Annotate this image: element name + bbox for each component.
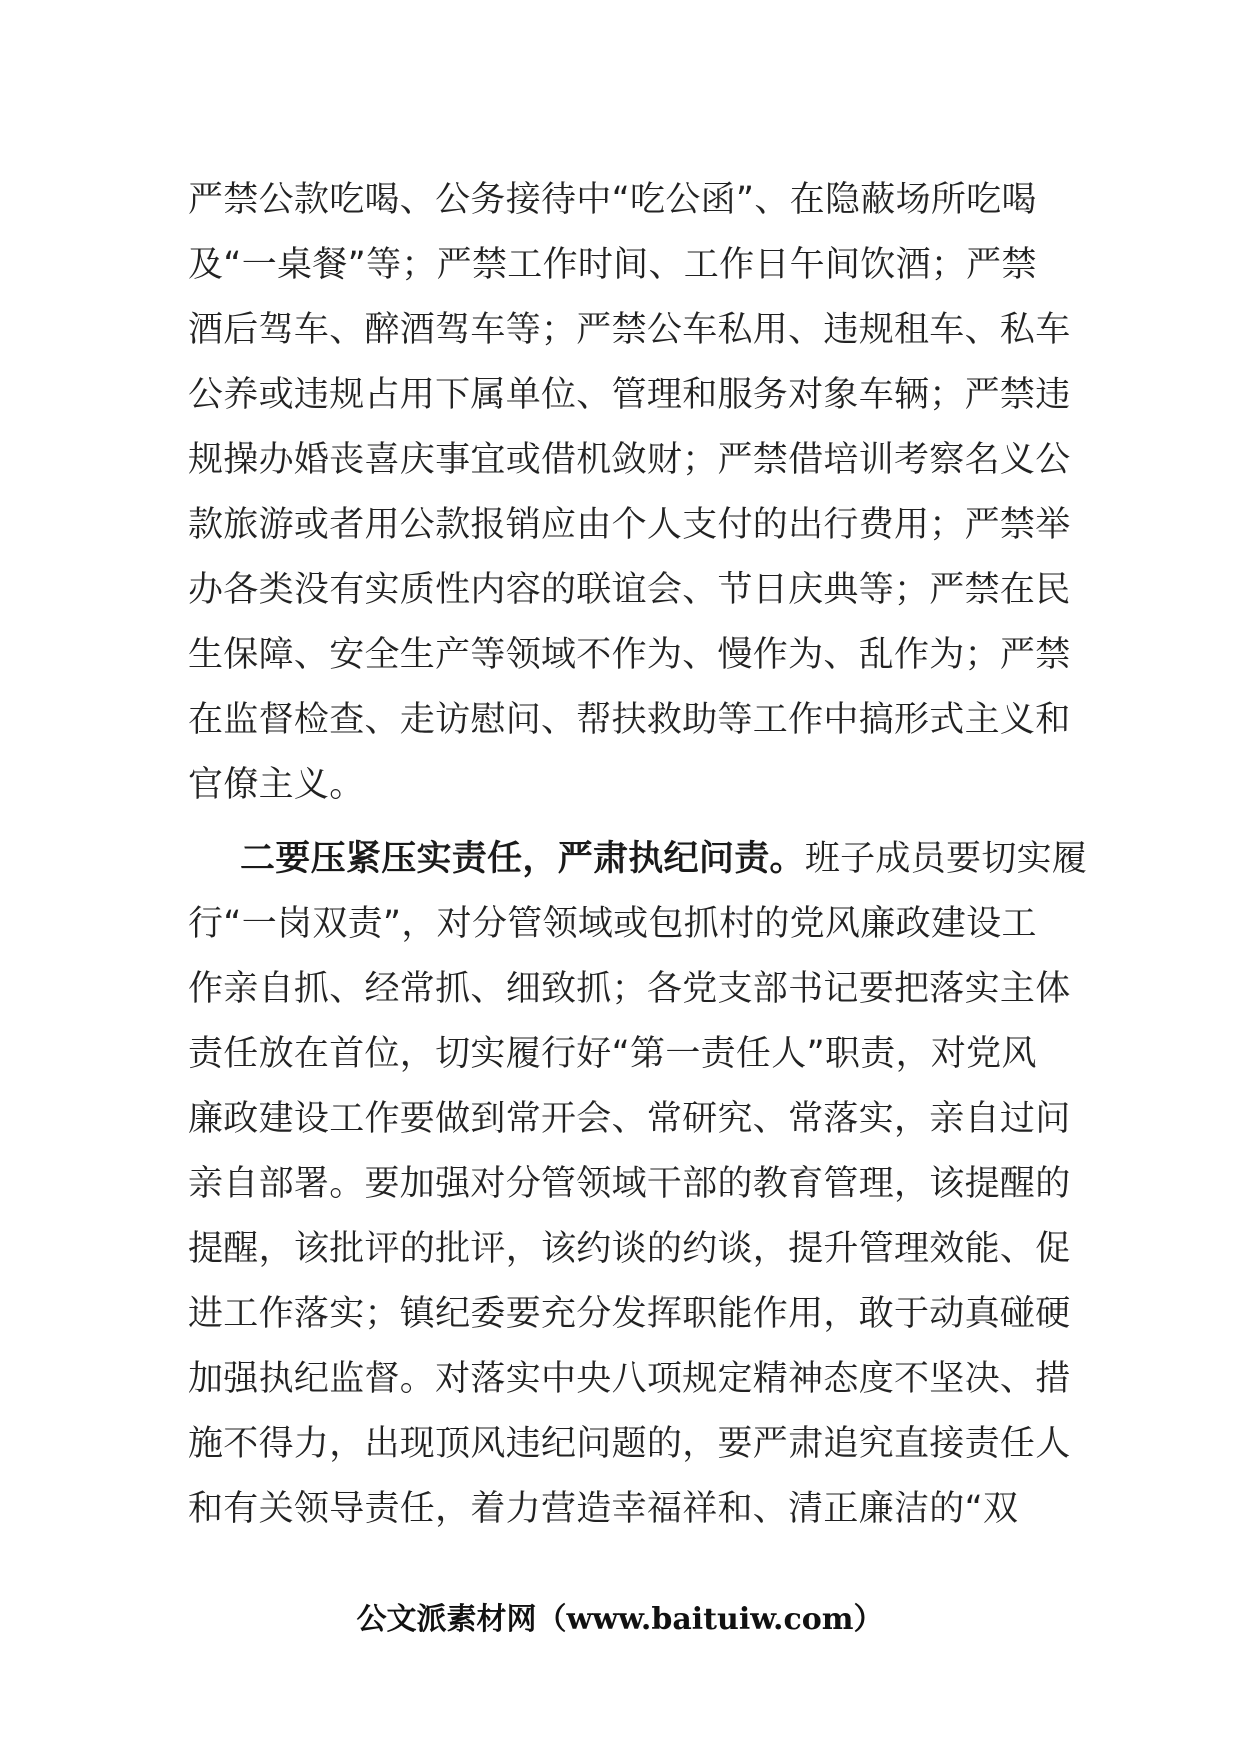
text-line: 规操办婚丧喜庆事宜或借机敛财；严禁借培训考察名义公 xyxy=(188,440,1071,480)
page-footer: 公文派素材网（www.baituiw.com） xyxy=(356,1602,884,1637)
text-line: 办各类没有实质性内容的联谊会、节日庆典等；严禁在民 xyxy=(188,570,1071,610)
text-line: 责任放在首位，切实履行好“第一责任人”职责，对党风 xyxy=(188,1034,1037,1074)
text-line: 在监督检查、走访慰问、帮扶救助等工作中搞形式主义和 xyxy=(188,700,1071,740)
text-line: 加强执纪监督。对落实中央八项规定精神态度不坚决、措 xyxy=(188,1359,1071,1399)
text-line: 和有关领导责任，着力营造幸福祥和、清正廉洁的“双 xyxy=(188,1489,1019,1529)
first-line-text: 班子成员要切实履 xyxy=(804,839,1088,879)
body-text xyxy=(188,168,1088,1542)
paragraph-2-first-line xyxy=(188,827,1088,892)
section-heading: 二要压紧压实责任，严肃执纪问责。 xyxy=(240,839,805,879)
text-line: 廉政建设工作要做到常开会、常研究、常落实，亲自过问 xyxy=(188,1099,1071,1139)
text-line: 行“一岗双责”，对分管领域或包抓村的党风廉政建设工 xyxy=(188,904,1037,944)
text-line: 施不得力，出现顶风违纪问题的，要严肃追究直接责任人 xyxy=(188,1424,1071,1464)
paragraph-2 xyxy=(188,827,1088,1542)
text-line: 进工作落实；镇纪委要充分发挥职能作用，敢于动真碰硬 xyxy=(188,1294,1071,1334)
text-line: 严禁公款吃喝、公务接待中“吃公函”、在隐蔽场所吃喝 xyxy=(188,180,1037,220)
text-line: 提醒，该批评的批评，该约谈的约谈，提升管理效能、促 xyxy=(188,1229,1071,1269)
text-line: 生保障、安全生产等领域不作为、慢作为、乱作为；严禁 xyxy=(188,635,1071,675)
text-line: 官僚主义。 xyxy=(188,765,365,805)
text-line: 及“一桌餐”等；严禁工作时间、工作日午间饮酒；严禁 xyxy=(188,245,1037,285)
text-line: 作亲自抓、经常抓、细致抓；各党支部书记要把落实主体 xyxy=(188,969,1071,1009)
text-line: 公养或违规占用下属单位、管理和服务对象车辆；严禁违 xyxy=(188,375,1071,415)
paragraph-gap xyxy=(188,818,1054,827)
text-line: 酒后驾车、醉酒驾车等；严禁公车私用、违规租车、私车 xyxy=(188,310,1071,350)
paragraph-1 xyxy=(188,168,1071,818)
text-line: 款旅游或者用公款报销应由个人支付的出行费用；严禁举 xyxy=(188,505,1071,545)
text-line: 亲自部署。要加强对分管领域干部的教育管理，该提醒的 xyxy=(188,1164,1071,1204)
